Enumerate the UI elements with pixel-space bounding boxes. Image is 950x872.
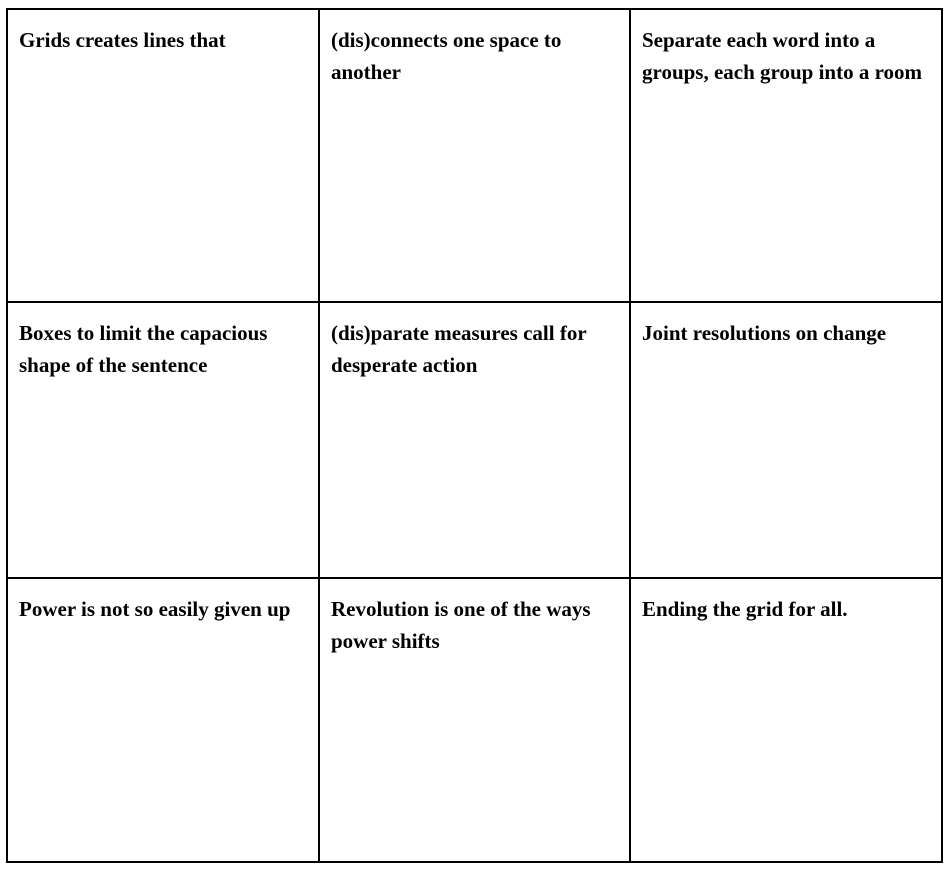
grid-cell: (dis)connects one space to another [319, 9, 630, 302]
grid-cell: Power is not so easily given up [7, 578, 319, 862]
grid-cell: Joint resolutions on change [630, 302, 942, 578]
table-row [7, 9, 942, 302]
grid-cell: Boxes to limit the capacious shape of the sentence [7, 302, 319, 578]
table-row [7, 302, 942, 578]
poem-grid-table [6, 8, 943, 863]
grid-cell: Separate each word into a groups, each group into a room [630, 9, 942, 302]
grid-cell: Ending the grid for all. [630, 578, 942, 862]
grid-cell: (dis)parate measures call for desperate action [319, 302, 630, 578]
table-row [7, 578, 942, 862]
grid-cell: Revolution is one of the ways power shifts [319, 578, 630, 862]
grid-cell: Grids creates lines that [7, 9, 319, 302]
